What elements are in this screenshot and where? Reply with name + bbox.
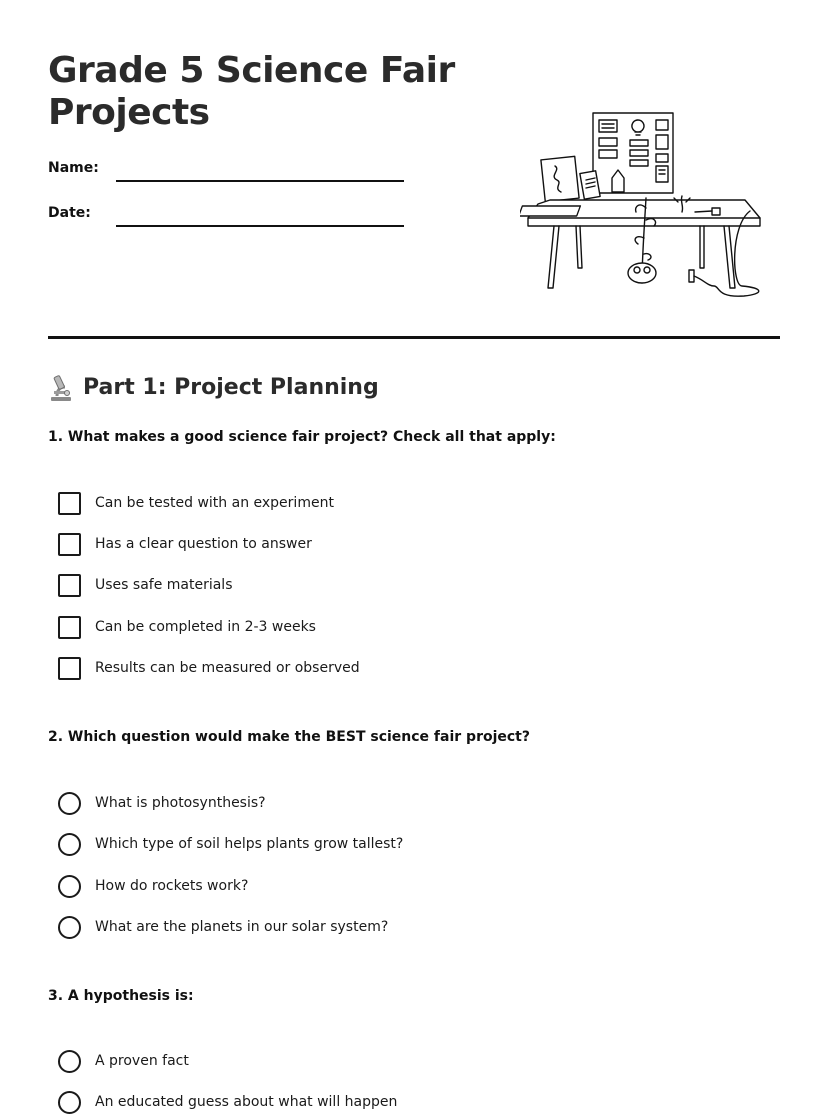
radio-button[interactable] (58, 1091, 81, 1114)
checkbox[interactable] (58, 492, 81, 515)
option-label: How do rockets work? (95, 878, 249, 894)
date-label: Date: (48, 205, 91, 221)
option-label: Can be tested with an experiment (95, 495, 334, 511)
name-field[interactable] (116, 180, 404, 182)
part1-heading (48, 372, 379, 402)
question-3: 3. A hypothesis is: (48, 988, 194, 1004)
q1-option[interactable] (58, 615, 316, 639)
q3-option[interactable] (58, 1049, 189, 1073)
option-label: What is photosynthesis? (95, 795, 266, 811)
radio-button[interactable] (58, 833, 81, 856)
radio-button[interactable] (58, 792, 81, 815)
option-label: Results can be measured or observed (95, 660, 360, 676)
section-divider (48, 336, 780, 339)
option-label: Which type of soil helps plants grow tallest? (95, 836, 404, 852)
part1-title: Part 1: Project Planning (83, 374, 379, 400)
option-label: Uses safe materials (95, 577, 233, 593)
q1-option[interactable] (58, 656, 360, 680)
checkbox[interactable] (58, 616, 81, 639)
radio-button[interactable] (58, 916, 81, 939)
q2-option[interactable] (58, 874, 248, 898)
option-label: Has a clear question to answer (95, 536, 312, 552)
question-1: 1. What makes a good science fair project? Check all that apply: (48, 429, 556, 445)
q2-option[interactable] (58, 915, 388, 939)
radio-button[interactable] (58, 875, 81, 898)
name-label: Name: (48, 160, 99, 176)
option-label: A proven fact (95, 1053, 189, 1069)
q3-option[interactable] (58, 1090, 397, 1114)
q2-option[interactable] (58, 832, 403, 856)
q2-option[interactable] (58, 791, 266, 815)
microscope-icon (48, 372, 74, 402)
checkbox[interactable] (58, 574, 81, 597)
science-fair-desk-illustration (520, 108, 770, 308)
checkbox[interactable] (58, 533, 81, 556)
q1-option[interactable] (58, 532, 312, 556)
date-field[interactable] (116, 225, 404, 227)
page-title: Grade 5 Science Fair Projects (48, 50, 455, 133)
option-label: An educated guess about what will happen (95, 1094, 398, 1110)
option-label: Can be completed in 2-3 weeks (95, 619, 316, 635)
question-2: 2. Which question would make the BEST science fair project? (48, 729, 530, 745)
q1-option[interactable] (58, 573, 233, 597)
checkbox[interactable] (58, 657, 81, 680)
radio-button[interactable] (58, 1050, 81, 1073)
q1-option[interactable] (58, 491, 334, 515)
option-label: What are the planets in our solar system? (95, 919, 389, 935)
